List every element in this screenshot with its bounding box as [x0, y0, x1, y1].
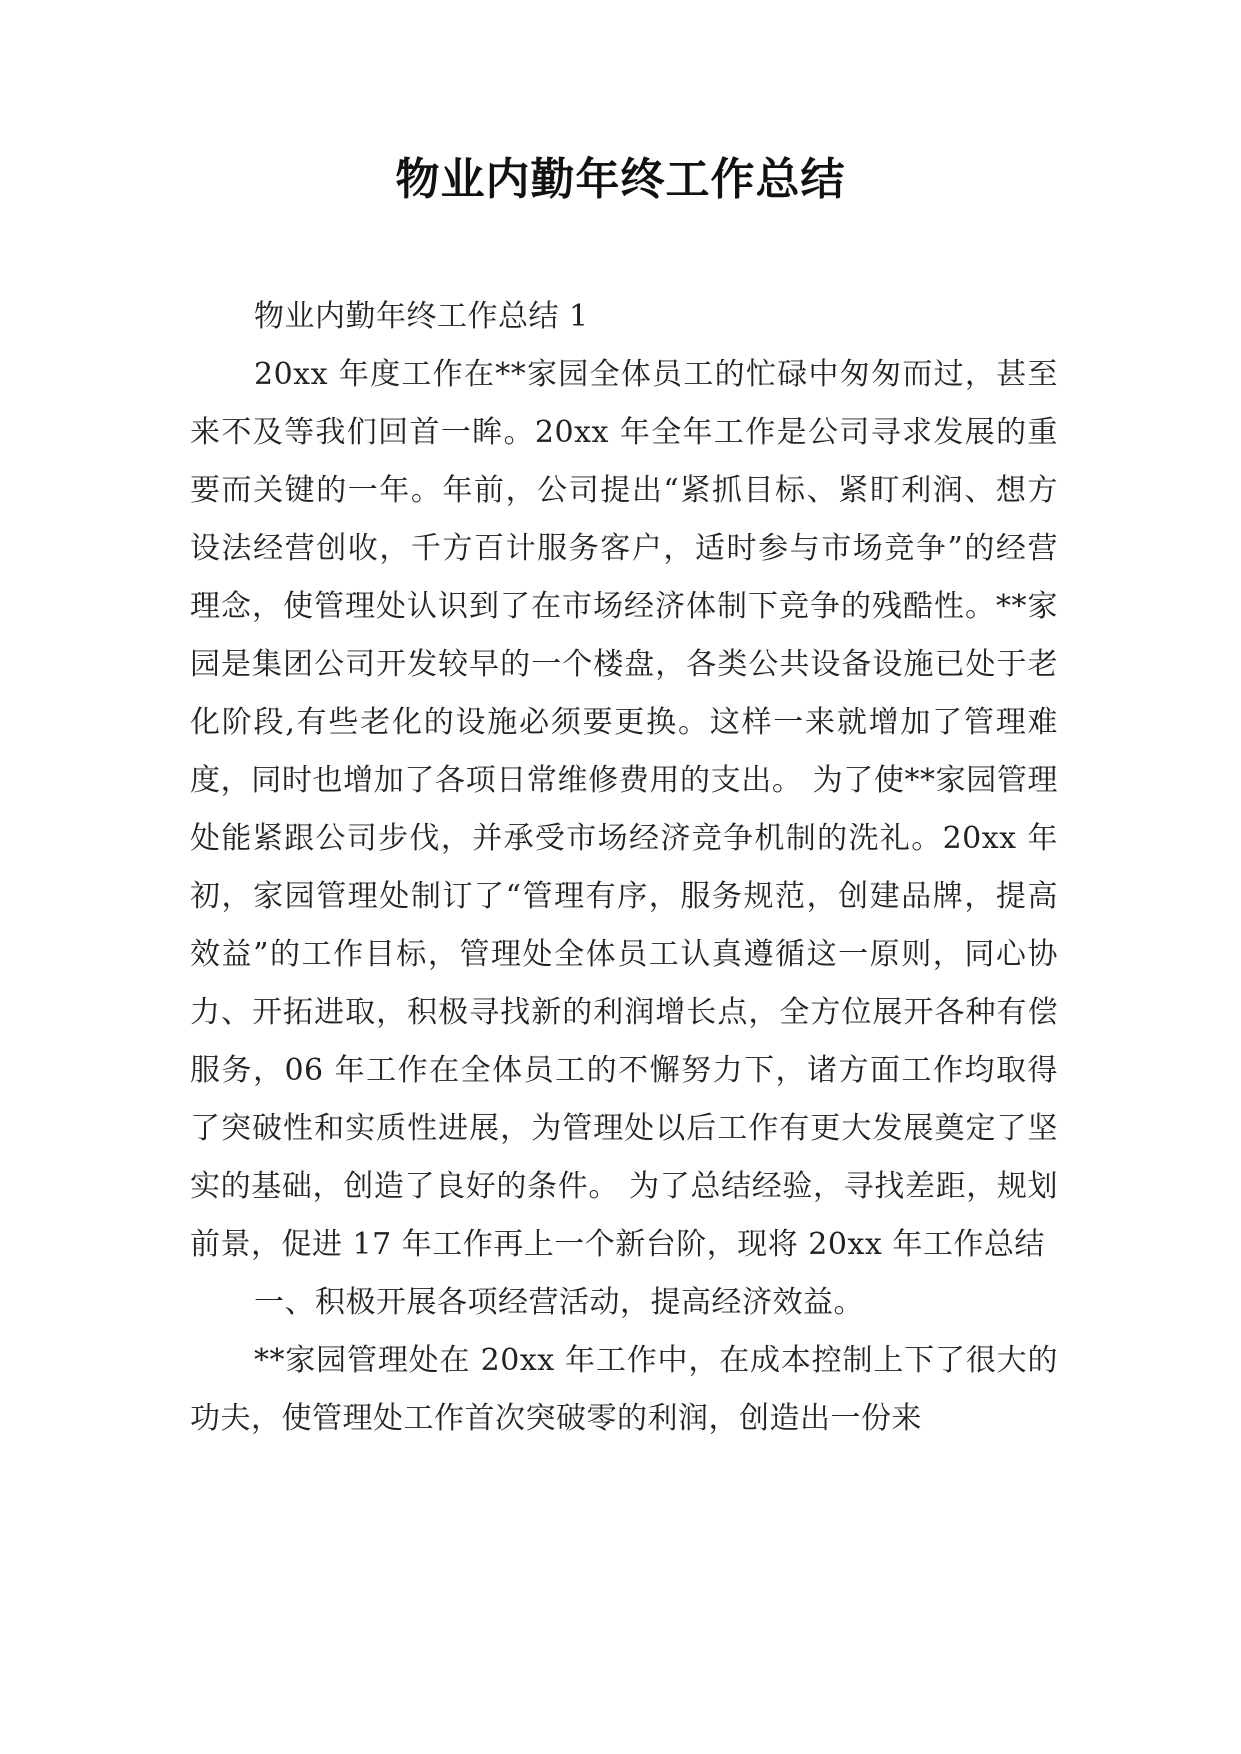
document-body — [190, 288, 1058, 1448]
body-paragraph: **家园管理处在 20xx 年工作中，在成本控制上下了很大的功夫，使管理处工作首次突破零的利润，创造出一份来 — [190, 1343, 1058, 1436]
document-title: 物业内勤年终工作总结 — [395, 154, 846, 205]
section-heading: 物业内勤年终工作总结 1 — [254, 299, 589, 334]
subsection-heading: 一、积极开展各项经营活动，提高经济效益。 — [254, 1285, 864, 1320]
body-paragraph: 20xx 年度工作在**家园全体员工的忙碌中匆匆而过，甚至来不及等我们回首一眸。20xx 年全年工作是公司寻求发展的重要而关键的一年。年前，公司提出“紧抓目标、紧盯利润、想方设法经营创收，千方百计服务客户，适时参与市场竞争”的经营理念，使管理处认识到了在市场经济体制下竞争的残酷性。**家园是集团公司开发较早的一个楼盘，各类公共设备设施已处于老化阶段,有些老化的设施必须要更换。这样一来就增加了管理难度，同时也增加了各项日常维修费用的支出。 为了使**家园管理处能紧跟公司步伐，并承受市场经济竞争机制的洗礼。20xx 年初，家园管理处制订了“管理有序，服务规范，创建品牌，提高效益”的工作目标，管理处全体员工认真遵循这一原则，同心协力、开拓进取，积极寻找新的利润增长点，全方位展开各种有偿服务，06 年工作在全体员工的不懈努力下，诸方面工作均取得了突破性和实质性进展，为管理处以后工作有更大发展奠定了坚实的基础，创造了良好的条件。 为了总结经验，寻找差距，规划前景，促进 17 年工作再上一个新台阶，现将 20xx 年工作总结 — [190, 357, 1058, 1262]
